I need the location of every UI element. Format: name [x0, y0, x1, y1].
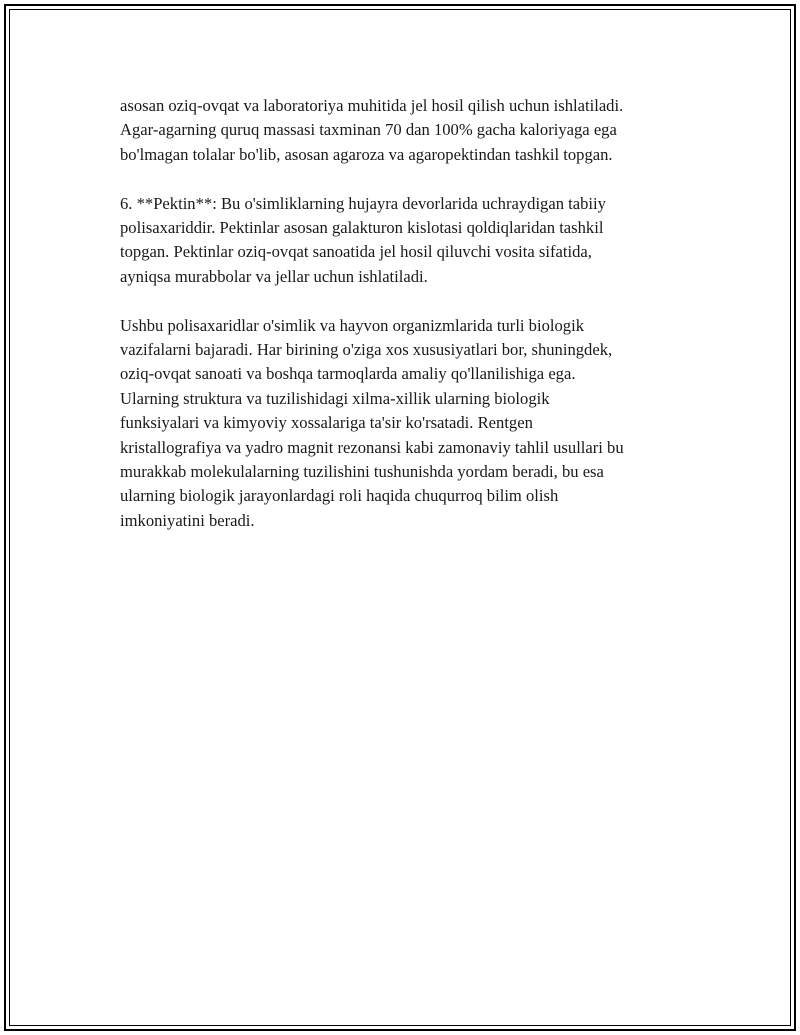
- paragraph-agar-continued: asosan oziq-ovqat va laboratoriya muhitida jel hosil qilish uchun ishlatiladi. Agar-agarning quruq massasi taxminan 70 dan 100% gacha kaloriyaga ega bo'lmagan tolalar bo'lib, asosan agaroza va agaropektindan tashkil topgan.: [120, 96, 624, 164]
- document-page: [4, 4, 796, 1031]
- paragraph-pektin: 6. **Pektin**: Bu o'simliklarning hujayra devorlarida uchraydigan tabiiy polisaxariddir. Pektinlar asosan galakturon kislotasi qoldiqlaridan tashkil topgan. Pektinlar oziq-ovqat sanoatida jel hosil qiluvchi vosita sifatida, ayniqsa murabbolar va jellar uchun ishlatiladi.: [120, 193, 606, 286]
- paragraph-conclusion: Ushbu polisaxaridlar o'simlik va hayvon organizmlarida turli biologik vazifalarni bajaradi. Har birining o'ziga xos xususiyatlari bor, shuningdek, oziq-ovqat sanoati va boshqa tarmoqlarda amaliy qo'llanilishiga ega. Ularning struktura va tuzilishidagi xilma-xillik ularning biologik funksiyalari va kimyoviy xossalariga ta'sir ko'rsatadi. Rentgen kristallografiya va yadro magnit rezonansi kabi zamonaviy tahlil usullari bu murakkab molekulalarning tuzilishini tushunishda yordam beradi, bu esa ularning biologik jarayonlardagi roli haqida chuqurroq bilim olish imkoniyatini beradi.: [120, 315, 624, 530]
- page-body: [120, 94, 700, 558]
